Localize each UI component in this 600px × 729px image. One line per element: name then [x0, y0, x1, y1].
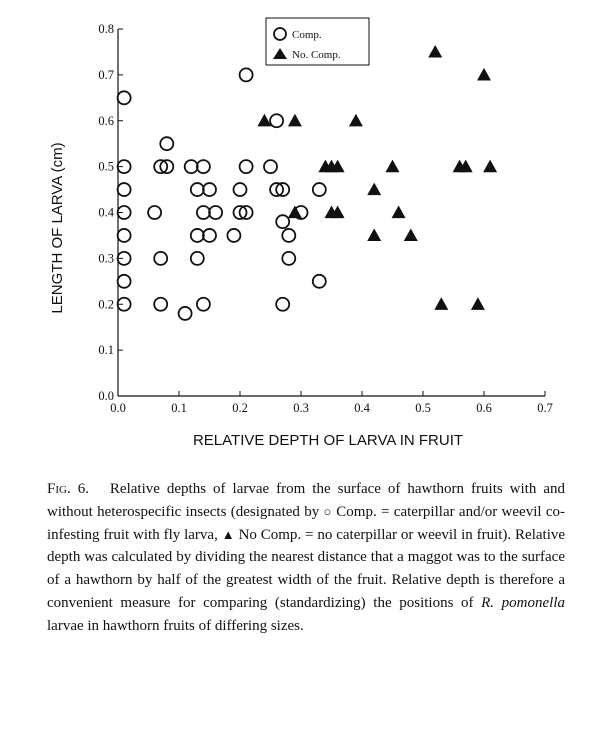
- nocomp-point: [434, 297, 448, 310]
- comp-point: [197, 160, 210, 173]
- comp-point: [240, 160, 253, 173]
- x-tick-label: 0.7: [537, 401, 553, 415]
- comp-point: [118, 183, 131, 196]
- comp-point: [118, 229, 131, 242]
- nocomp-point: [367, 228, 381, 241]
- x-tick-label: 0.5: [415, 401, 431, 415]
- caption-text-1: Relative depths of larvae from the surface of hawthorn fruits with and without heterospecific insects (designated by: [47, 481, 566, 520]
- comp-point: [118, 275, 131, 288]
- comp-point: [154, 252, 167, 265]
- x-tick-label: 0.2: [232, 401, 248, 415]
- caption-text-2: Comp. = caterpillar and/or weevil co-infesting fruit with fly larva,: [47, 503, 566, 543]
- nocomp-point: [288, 206, 302, 219]
- nocomp-symbol-icon: ▲: [221, 526, 235, 542]
- comp-point: [282, 229, 295, 242]
- comp-point: [203, 229, 216, 242]
- comp-point: [203, 183, 216, 196]
- nocomp-point: [428, 45, 442, 58]
- x-tick-label: 0.4: [354, 401, 370, 415]
- comp-point: [264, 160, 277, 173]
- y-tick-label: 0.4: [98, 205, 114, 220]
- nocomp-point: [392, 206, 406, 219]
- nocomp-point: [404, 228, 418, 241]
- comp-point: [197, 206, 210, 219]
- comp-point: [270, 114, 283, 127]
- caption-text-3: No Comp. = no caterpillar or weevil in fruit). Relative depth was calculated by dividing the nearest distance that a maggot was to the surface of a hawthorn by half of the greatest width of the fruit. Relative depth is therefore a convenient measure for comparing (standardizing) the positions of: [47, 526, 566, 611]
- legend-comp-marker: [274, 28, 286, 40]
- comp-point: [191, 252, 204, 265]
- comp-symbol-icon: ○: [323, 503, 332, 519]
- caption-text-4: larvae in hawthorn fruits of differing sizes.: [47, 617, 304, 634]
- x-tick-label: 0.6: [476, 401, 492, 415]
- comp-point: [240, 68, 253, 81]
- nocomp-point: [471, 297, 485, 310]
- y-tick-label: 0.8: [98, 22, 114, 36]
- comp-point: [185, 160, 198, 173]
- y-tick-label: 0.3: [98, 251, 114, 266]
- legend-comp-label: Comp.: [292, 29, 322, 41]
- x-axis-title: RELATIVE DEPTH OF LARVA IN FRUIT: [192, 432, 464, 449]
- comp-point: [118, 91, 131, 104]
- figure-label: Fig. 6.: [47, 481, 89, 497]
- y-tick-label: 0.7: [98, 67, 114, 82]
- legend-nocomp-label: No. Comp.: [292, 49, 341, 61]
- nocomp-point: [367, 183, 381, 196]
- y-tick-label: 0.5: [98, 159, 114, 174]
- comp-point: [282, 252, 295, 265]
- comp-point: [276, 298, 289, 311]
- figure-caption: [47, 478, 565, 638]
- y-axis-title: LENGTH OF LARVA (cm): [49, 142, 66, 314]
- comp-point: [313, 183, 326, 196]
- comp-point: [160, 137, 173, 150]
- comp-point: [276, 215, 289, 228]
- comp-point: [191, 229, 204, 242]
- comp-point: [197, 298, 210, 311]
- nocomp-point: [288, 114, 302, 127]
- x-tick-label: 0.3: [293, 401, 309, 415]
- legend: [266, 18, 369, 65]
- comp-point: [234, 183, 247, 196]
- nocomp-point: [477, 68, 491, 81]
- comp-point: [179, 307, 192, 320]
- comp-point: [227, 229, 240, 242]
- comp-point: [313, 275, 326, 288]
- nocomp-point: [349, 114, 363, 127]
- species-name: R. pomonella: [481, 594, 565, 611]
- y-tick-label: 0.1: [98, 343, 114, 358]
- y-tick-label: 0.6: [98, 113, 114, 128]
- ticks: [98, 22, 552, 415]
- comp-point: [148, 206, 161, 219]
- y-tick-label: 0.0: [98, 389, 114, 403]
- nocomp-point: [386, 160, 400, 173]
- x-tick-label: 0.0: [110, 401, 126, 415]
- comp-point: [191, 183, 204, 196]
- x-tick-label: 0.1: [171, 401, 187, 415]
- comp-point: [209, 206, 222, 219]
- nocomp-point: [483, 160, 497, 173]
- y-tick-label: 0.2: [98, 297, 114, 312]
- comp-point: [154, 298, 167, 311]
- data-points: [118, 45, 498, 320]
